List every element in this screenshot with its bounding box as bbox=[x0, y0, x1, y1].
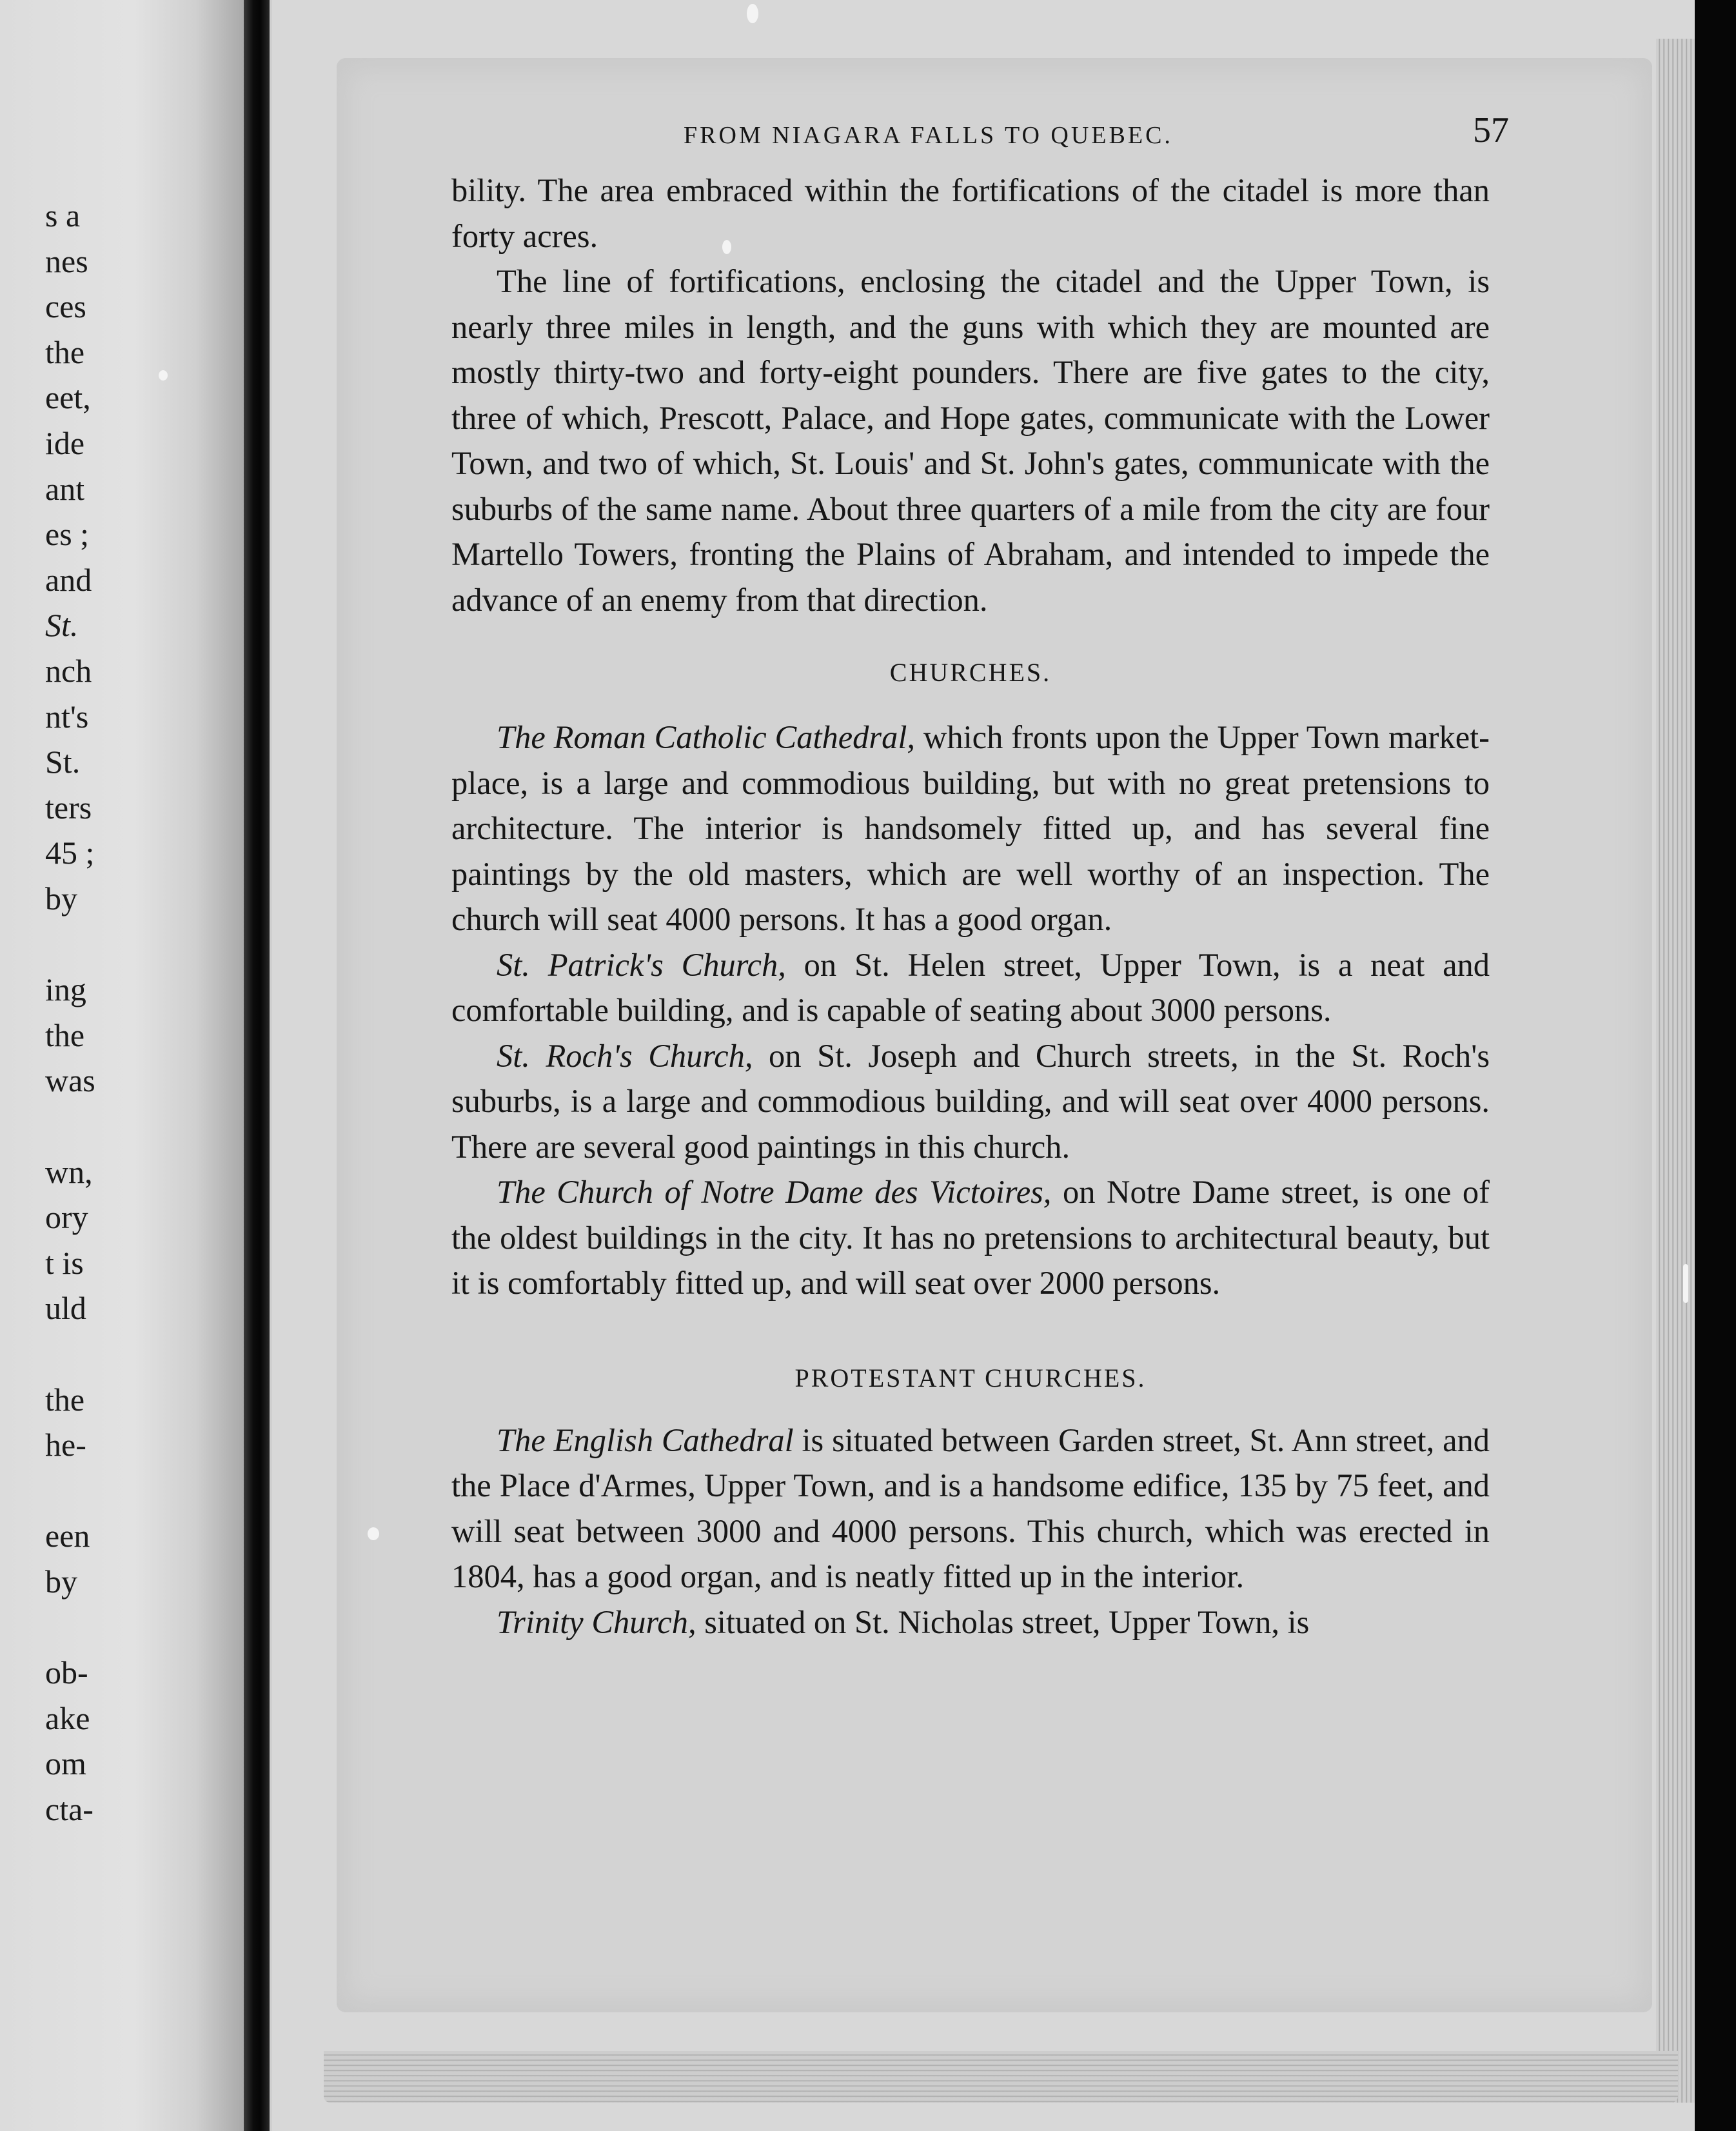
left-page-line-fragment: ob- bbox=[45, 1654, 88, 1691]
left-page-text-fragments bbox=[0, 0, 232, 2131]
book-gutter bbox=[244, 0, 271, 2131]
left-page-line-fragment: nes bbox=[45, 243, 88, 279]
paragraph-body: on St. Joseph and Church streets, in the St. Roch's suburbs, is a large and commodious building, and will seat over 4000 persons. There are several good paintings in this church. bbox=[451, 1037, 1490, 1165]
paragraph-citadel-area: bility. The area embraced within the fortifications of the citadel is more than forty acres. bbox=[451, 172, 1490, 254]
church-name-italic: The Roman Catholic Cathedral, bbox=[497, 719, 915, 755]
left-page-line-fragment: and bbox=[45, 561, 92, 598]
left-page-line-fragment: by bbox=[45, 880, 77, 917]
left-page-line-fragment: uld bbox=[45, 1290, 86, 1327]
church-name-italic: Trinity Church, bbox=[497, 1603, 696, 1640]
running-head bbox=[451, 110, 1509, 168]
left-page-line-fragment: een bbox=[45, 1518, 90, 1554]
paragraph-roman-catholic-cathedral bbox=[451, 715, 1490, 942]
left-page-line-fragment: the bbox=[45, 333, 85, 370]
scan-speck bbox=[368, 1527, 379, 1540]
section-heading-churches: CHURCHES. bbox=[889, 658, 1052, 687]
left-page-line-fragment: the bbox=[45, 1381, 85, 1418]
paragraph-trinity-church bbox=[451, 1600, 1490, 1645]
left-page-line-fragment: ters bbox=[45, 789, 92, 826]
church-name-italic: The Church of Notre Dame des Victoires, bbox=[497, 1174, 1052, 1210]
paragraph-notre-dame-des-victoires bbox=[451, 1169, 1490, 1306]
left-page-line-fragment: by bbox=[45, 1563, 77, 1600]
left-page-line-fragment: he- bbox=[45, 1427, 86, 1463]
running-title: FROM NIAGARA FALLS TO QUEBEC. bbox=[684, 122, 1173, 149]
left-page-line-fragment: wn, bbox=[45, 1153, 93, 1190]
left-page-line-fragment: the bbox=[45, 1016, 85, 1053]
church-name-italic: St. Patrick's Church, bbox=[497, 946, 786, 983]
paragraph-body: on St. Helen street, Upper Town, is a neat and comfortable building, and is capable of seating about 3000 persons. bbox=[451, 946, 1490, 1028]
left-page-line-fragment: ory bbox=[45, 1199, 88, 1236]
paragraph-body: on Notre Dame street, is one of the oldest buildings in the city. It has no pretensions to architectural beauty, but it is comfortably fitted up, and will seat over 2000 persons. bbox=[451, 1174, 1490, 1301]
left-page-line-fragment: was bbox=[45, 1062, 95, 1099]
left-page-line-fragment: St. bbox=[45, 744, 81, 780]
paragraph-body: which fronts upon the Upper Town market-place, is a large and commodious building, but with no great pretensions to architecture. The interior is handsomely fitted up, and has several fine paintings by the old masters, which are well worthy of an inspection. The church will seat 4000 persons. It has a good organ. bbox=[451, 719, 1490, 937]
left-page-line-fragment: om bbox=[45, 1745, 86, 1782]
page-stack-edge bbox=[1656, 39, 1695, 2103]
left-page-line-fragment: s a bbox=[45, 197, 81, 233]
page-number: 57 bbox=[1473, 110, 1509, 150]
scan-speck bbox=[747, 4, 758, 23]
church-name-italic: The English Cathedral bbox=[497, 1422, 794, 1458]
left-page-line-fragment: nt's bbox=[45, 698, 89, 735]
left-page-line-fragment: 45 ; bbox=[45, 835, 95, 871]
section-heading-protestant-churches: PROTESTANT CHURCHES. bbox=[794, 1363, 1147, 1393]
left-page-line-fragment: ces bbox=[45, 288, 86, 325]
page-bottom-edge bbox=[324, 2051, 1678, 2103]
left-page-line-fragment: eet, bbox=[45, 379, 91, 416]
paragraph-st-patricks-church bbox=[451, 942, 1490, 1033]
paragraph-body: situated on St. Nicholas street, Upper Town, is bbox=[696, 1603, 1310, 1640]
left-page-line-fragment: nch bbox=[45, 653, 92, 689]
left-page-line-fragment: St. bbox=[45, 607, 79, 644]
scan-speck bbox=[722, 240, 731, 254]
church-name-italic: St. Roch's Church, bbox=[497, 1037, 753, 1074]
paragraph-fortifications: The line of fortifications, enclosing the citadel and the Upper Town, is nearly three miles in length, and the guns with which they are mounted are mostly thirty-two and forty-eight pounders. There are five gates to the city, three of which, Prescott, Palace, and Hope gates, communicate with the Lower Town, and two of which, St. Louis' and St. John's gates, communicate with the suburbs of the same name. About three quarters of a mile from the city are four Martello Towers, fronting the Plains of Abraham, and intended to impede the advance of an enemy from that direction. bbox=[451, 263, 1490, 618]
scan-speck bbox=[159, 370, 168, 381]
left-page-line-fragment: ide bbox=[45, 425, 85, 461]
left-page bbox=[0, 0, 244, 2131]
left-page-line-fragment: ake bbox=[45, 1700, 90, 1736]
scan-speck bbox=[1683, 1264, 1688, 1303]
paragraph-body: is situated between Garden street, St. Ann street, and the Place d'Armes, Upper Town, and is a handsome edifice, 135 by 75 feet, and will seat between 3000 and 4000 persons. This church, which was erected in 1804, has a good organ, and is neatly fitted up in the interior. bbox=[451, 1422, 1490, 1594]
page-text-block bbox=[451, 110, 1509, 1645]
paragraph-english-cathedral bbox=[451, 1418, 1490, 1600]
paragraph-st-rochs-church bbox=[451, 1033, 1490, 1170]
left-page-line-fragment: ing bbox=[45, 971, 86, 1008]
left-page-line-fragment: cta- bbox=[45, 1791, 94, 1827]
left-page-line-fragment: ant bbox=[45, 470, 85, 507]
left-page-line-fragment: es ; bbox=[45, 516, 90, 553]
left-page-line-fragment: t is bbox=[45, 1244, 84, 1281]
